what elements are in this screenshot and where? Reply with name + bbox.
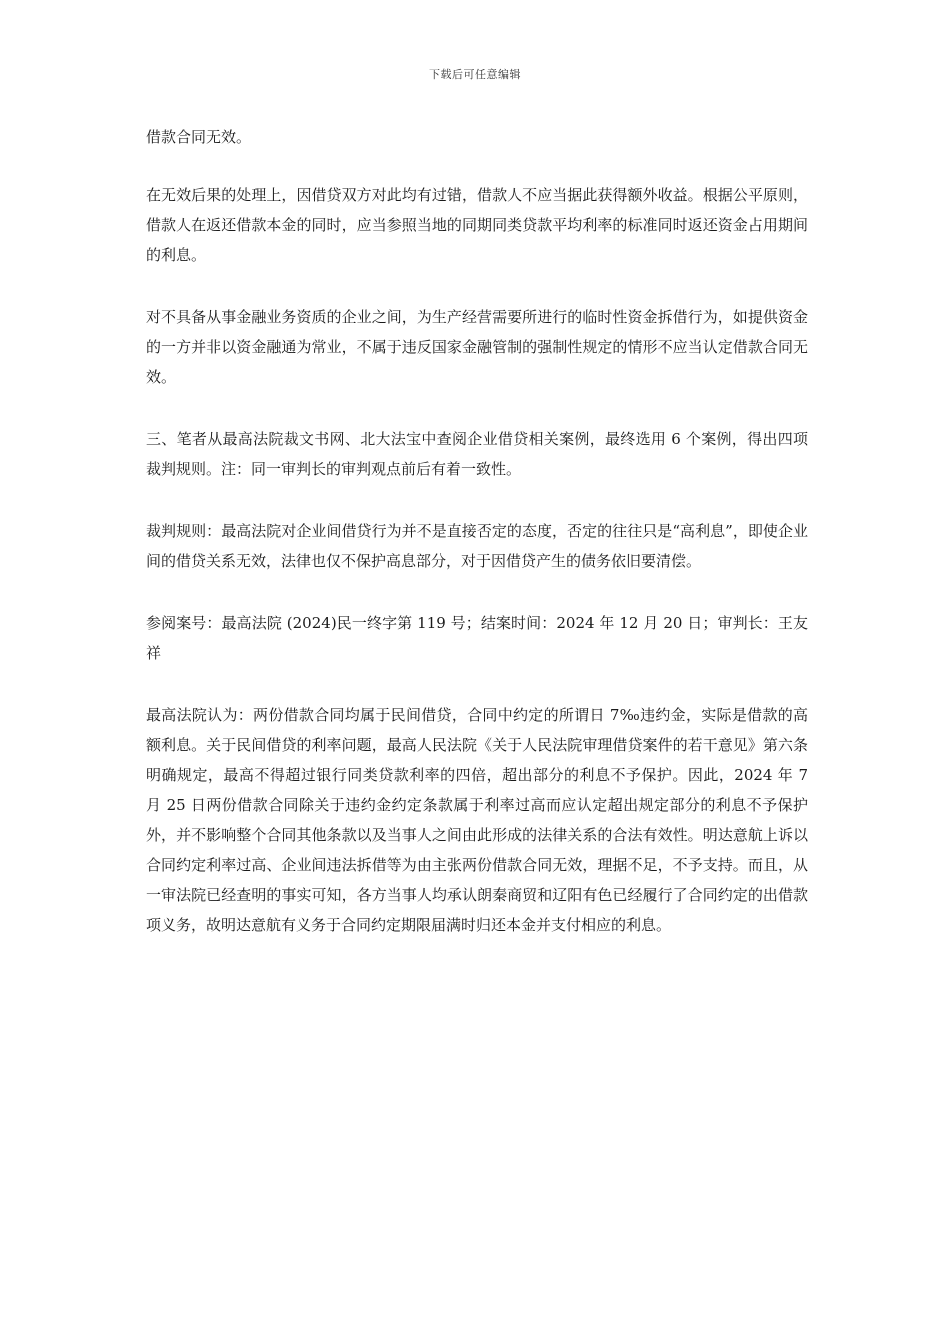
paragraph-invalid-consequences: 在无效后果的处理上，因借贷双方对此均有过错，借款人不应当据此获得额外收益。根据公平原则，借款人在返还借款本金的同时，应当参照当地的同期同类贷款平均利率的标准同时返还资金占用期间的利息。 [146, 186, 808, 264]
page-header: 下载后可任意编辑 [429, 68, 521, 81]
paragraph-case-reference: 参阅案号：最高法院 (2024)民一终字第 119 号；结案时间：2024 年 12 月 20 日；审判长：王友祥 [146, 614, 808, 662]
paragraph-judgment-rule: 裁判规则：最高法院对企业间借贷行为并不是直接否定的态度，否定的往往只是“高利息”，即使企业间的借贷关系无效，法律也仅不保护高息部分，对于因借贷产生的债务依旧要清偿。 [146, 522, 808, 570]
paragraph-temporary-lending: 对不具备从事金融业务资质的企业之间，为生产经营需要所进行的临时性资金拆借行为，如提供资金的一方并非以资金融通为常业，不属于违反国家金融管制的强制性规定的情形不应当认定借款合同无效。 [146, 308, 808, 386]
paragraph-court-opinion: 最高法院认为：两份借款合同均属于民间借贷，合同中约定的所谓日 7‰违约金，实际是借款的高额利息。关于民间借贷的利率问题，最高人民法院《关于人民法院审理借贷案件的若干意见》第六条明确规定，最高不得超过银行同类贷款利率的四倍，超出部分的利息不予保护。因此，2024 年 7 月 25 日两份借款合同除关于违约金约定条款属于利率过高而应认定超出规定部分的利息不予保护外，并不影响整个合同其他条款以及当事人之间由此形成的法律关系的合法有效性。明达意航上诉以合同约定利率过高、企业间违法拆借等为由主张两份借款合同无效，理据不足，不予支持。而且，从一审法院已经查明的事实可知，各方当事人均承认朗秦商贸和辽阳有色已经履行了合同约定的出借款项义务，故明达意航有义务于合同约定期限届满时归还本金并支付相应的利息。 [146, 706, 808, 934]
paragraph-section-three: 三、笔者从最高法院裁文书网、北大法宝中查阅企业借贷相关案例，最终选用 6 个案例，得出四项裁判规则。注：同一审判长的审判观点前后有着一致性。 [146, 430, 808, 478]
document-body [146, 122, 808, 972]
paragraph-contract-invalid: 借款合同无效。 [146, 128, 252, 146]
